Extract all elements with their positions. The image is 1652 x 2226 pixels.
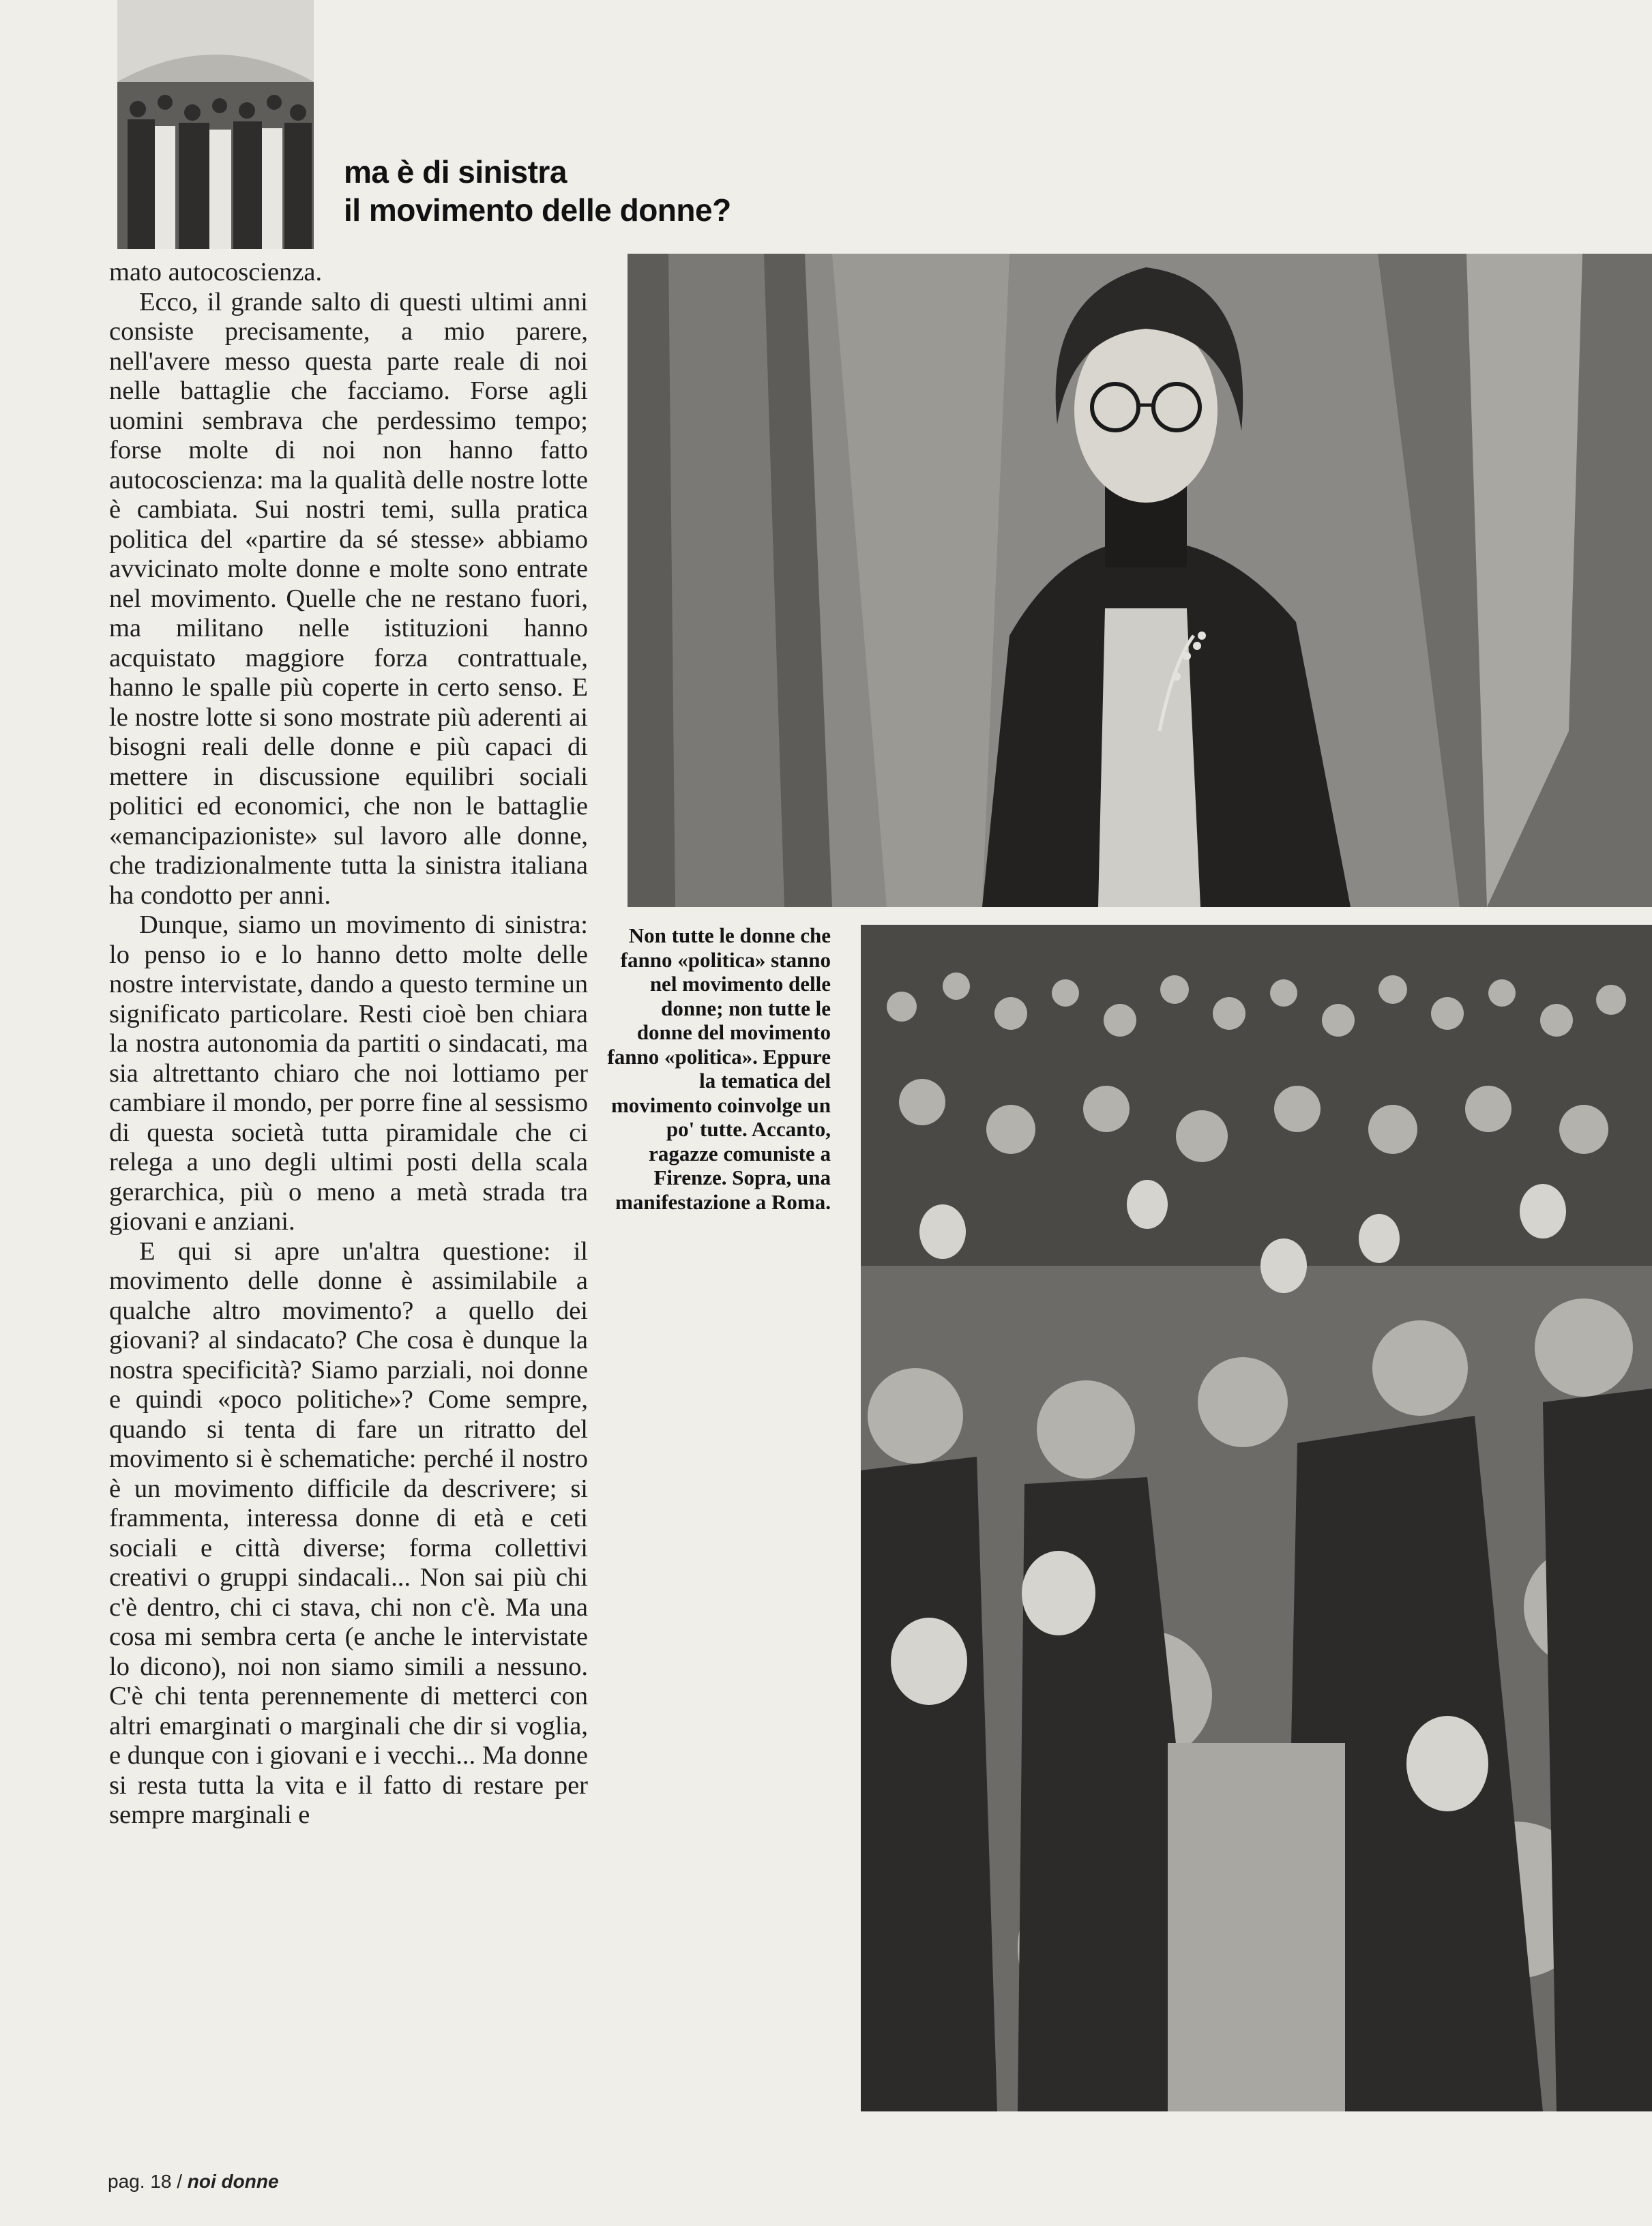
header-thumbnail-photo	[117, 0, 314, 249]
page-number-label: pag. 18 /	[108, 2171, 188, 2192]
body-paragraph-3: Dunque, siamo un movimento di sinistra: lo penso io e lo hanno detto molte delle nostre intervistate, dando a questo termine un significato particolare. Resti cioè ben chiara la nostra autonomia da partiti o sindacati, ma sia altrettanto chiaro che noi lottiamo per cambiare il mondo, per porre fine al sessismo di questa società tutta piramidale che ci relega a uno degli ultimi posti della scala gerarchica, più o meno a metà strada tra giovani e anziani.	[109, 910, 588, 1236]
heading-line-1: ma è di sinistra	[344, 154, 567, 190]
magazine-name: noi donne	[187, 2171, 279, 2192]
body-paragraph-2: Ecco, il grande salto di questi ultimi anni consiste precisamente, a mio parere, nell'avere messo questa parte reale di noi nelle battaglie che facciamo. Forse agli uomini sembrava che perdessimo tempo; forse molte di noi non hanno fatto autocoscienza: ma la qualità delle nostre lotte è cambiata. Sui nostri temi, sulla pratica politica del «partire da sé stesse» abbiamo avvicinato molte donne e molte sono entrate nel movimento. Quelle che ne restano fuori, ma militano nelle istituzioni hanno acquistato maggiore forza contrattuale, hanno le spalle più coperte in certo senso. E le nostre lotte si sono mostrate più aderenti ai bisogni reali delle donne e più capaci di mettere in discussione equilibri sociali politici ed economici, che non le battaglie «emancipazioniste» sul lavoro alle donne, che tradizionalmente tutta la sinistra italiana ha condotto per anni.	[109, 287, 588, 910]
article-body	[109, 258, 588, 2126]
photo-caption: Non tutte le donne che fanno «politica» stanno nel movimento delle donne; non tutte le donne del movimento fanno «politica». Eppure la tematica del movimento coinvolge un po' tutte. Accanto, ragazze comuniste a Firenze. Sopra, una manifestazione a Roma.	[607, 923, 831, 1214]
page-footer	[108, 2171, 585, 2193]
article-heading	[344, 153, 821, 229]
portrait-photo	[628, 254, 1652, 907]
body-paragraph-1: mato autocoscienza.	[109, 258, 323, 286]
crowd-photo	[861, 925, 1652, 2111]
heading-line-2: il movimento delle donne?	[344, 192, 731, 228]
body-paragraph-4: E qui si apre un'altra questione: il movimento delle donne è assimilabile a qualche altro movimento? a quello dei giovani? al sindacato? Che cosa è dunque la nostra specificità? Siamo parziali, noi donne e quindi «poco politiche»? Come sempre, quando si tenta di fare un ritratto del movimento si è schematiche: perché il nostro è un movimento difficile da descrivere; si frammenta, interessa donne di età e ceti sociali e città diverse; forma collettivi creativi o gruppi sindacali... Non sai più chi c'è dentro, chi ci stava, chi non c'è. Ma una cosa mi sembra certa (e anche le intervistate lo dicono), noi non siamo simili a nessuno. C'è chi tenta perennemente di metterci con altri emarginati o marginali che dir si voglia, e dunque con i giovani e i vecchi... Ma donne si resta tutta la vita e il fatto di restare per sempre marginali e	[109, 1236, 588, 1829]
